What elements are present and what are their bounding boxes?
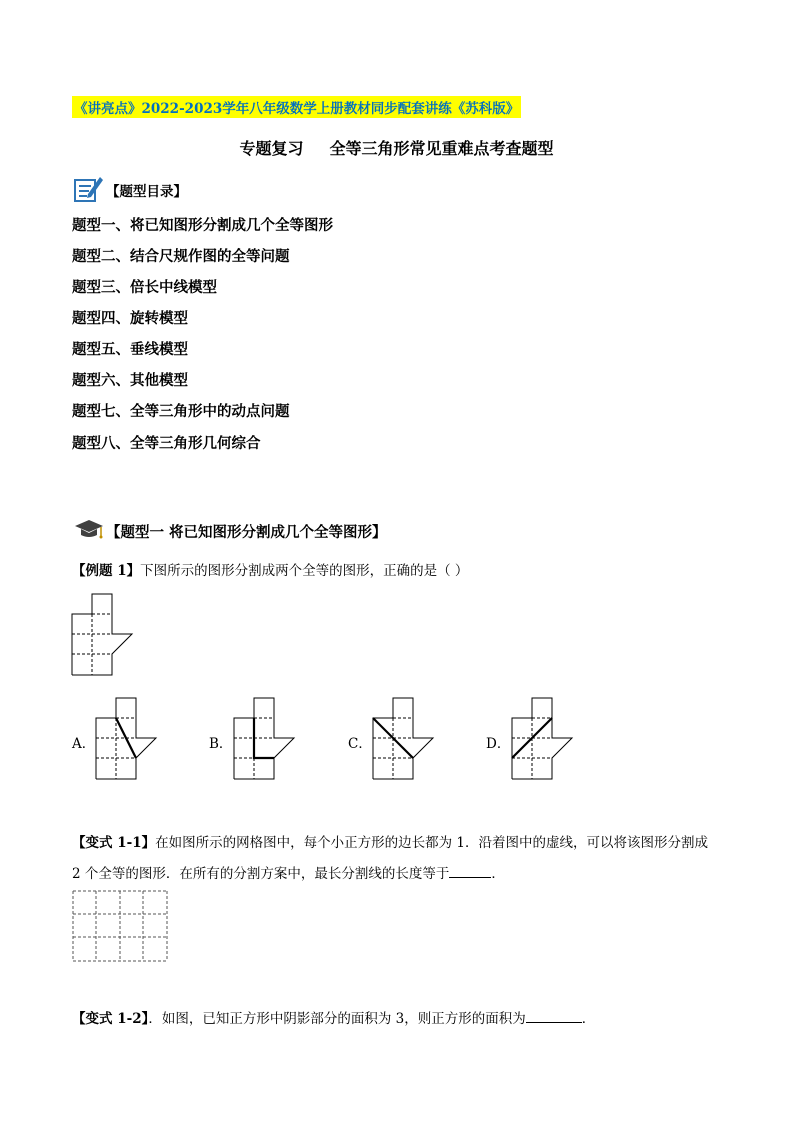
variant-1-2-question: 【变式 1-2】．如图，已知正方形中阴影部分的面积为 3，则正方形的面积为 ．	[72, 1011, 596, 1027]
series-title: 《讲亮点》2022-2023学年八年级数学上册教材同步配套讲练《苏科版》	[72, 96, 521, 118]
grid-figure	[72, 890, 168, 962]
example-text: 下图所示的图形分割成两个全等的图形，正确的是（ ）	[140, 563, 469, 579]
example-figure	[70, 592, 134, 676]
option-d-label[interactable]: D．	[486, 736, 511, 752]
variant-tag: 【变式 1-1】	[72, 835, 156, 851]
section-heading: 【题型一 将已知图形分割成几个全等图形】	[106, 524, 387, 541]
variant-tag: 【变式 1-2】	[72, 1011, 149, 1027]
variant-1-1-line2: 2 个全等的图形．在所有的分割方案中，最长分割线的长度等于 ．	[72, 866, 505, 882]
answer-blank[interactable]	[526, 1010, 582, 1023]
toc-item: 题型八、全等三角形几何综合	[72, 435, 261, 452]
toc-item: 题型二、结合尺规作图的全等问题	[72, 248, 290, 265]
topic-title: 全等三角形常见重难点考查题型	[329, 139, 554, 158]
notepad-icon	[72, 172, 104, 204]
toc-item: 题型六、其他模型	[72, 372, 188, 389]
option-c-label[interactable]: C．	[348, 736, 372, 752]
toc-item: 题型一、将已知图形分割成几个全等图形	[72, 217, 333, 234]
option-a-label[interactable]: A．	[72, 736, 96, 752]
toc-item: 题型七、全等三角形中的动点问题	[72, 403, 290, 420]
page-title	[0, 136, 793, 159]
example-1-question	[72, 559, 468, 579]
topic-label: 专题复习	[239, 139, 304, 158]
variant-1-1-line1: 【变式 1-1】在如图所示的网格图中，每个小正方形的边长都为 1．沿着图中的虚线，可以将该图形分割成	[72, 835, 708, 851]
example-tag: 【例题 1】	[72, 563, 141, 579]
graduation-cap-icon	[74, 518, 104, 542]
option-b-label[interactable]: B．	[209, 736, 233, 752]
toc-item: 题型五、垂线模型	[72, 341, 188, 358]
option-c-figure[interactable]	[371, 696, 435, 780]
option-d-figure[interactable]	[510, 696, 574, 780]
toc-heading: 【题型目录】	[106, 184, 187, 200]
toc-item: 题型三、倍长中线模型	[72, 279, 217, 296]
option-a-figure[interactable]	[94, 696, 158, 780]
option-b-figure[interactable]	[232, 696, 296, 780]
answer-blank[interactable]	[449, 865, 491, 878]
toc-item: 题型四、旋转模型	[72, 310, 188, 327]
